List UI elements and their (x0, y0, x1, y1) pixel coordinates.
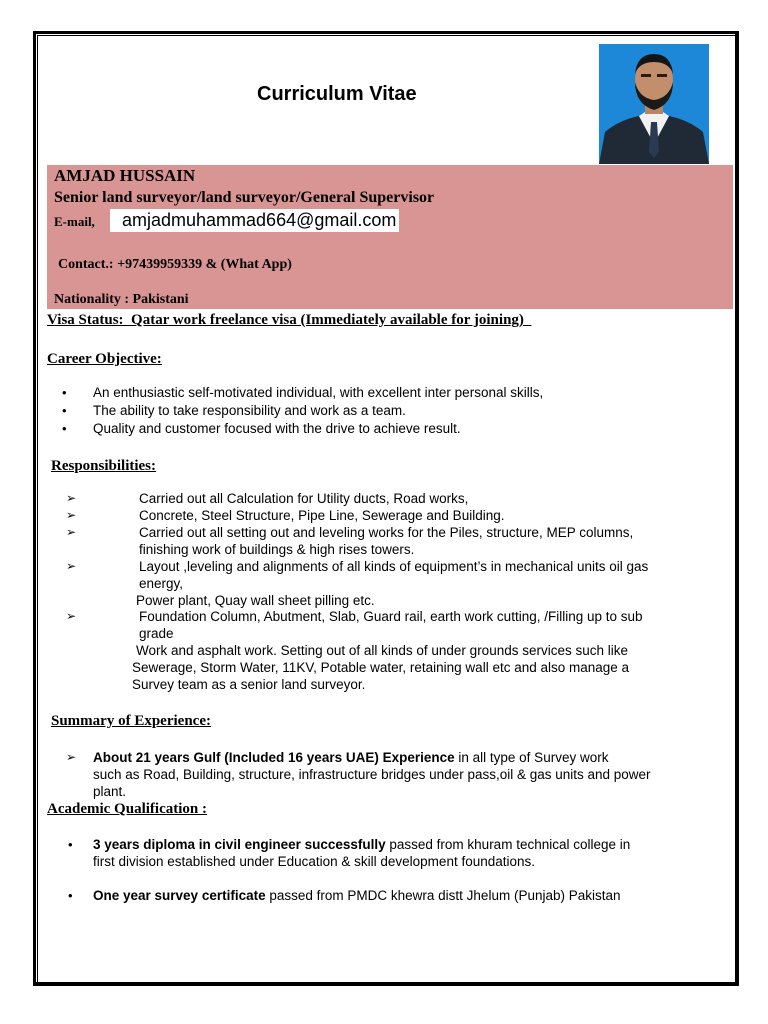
academic-item-rest: passed from PMDC khewra distt Jhelum (Punjab) Pakistan (265, 888, 621, 903)
responsibility-line: finishing work of buildings & high rises towers. (139, 542, 415, 557)
responsibility-line: Power plant, Quay wall sheet pilling etc. (136, 593, 375, 608)
responsibility-line: Carried out all Calculation for Utility ducts, Road works, (139, 491, 469, 506)
candidate-name: AMJAD HUSSAIN (54, 166, 196, 185)
responsibility-line: Concrete, Steel Structure, Pipe Line, Sewerage and Building. (139, 508, 505, 523)
academic-item (93, 887, 621, 904)
summary-line: plant. (93, 784, 127, 799)
responsibility-line: Layout ,leveling and alignments of all kinds of equipment’s in mechanical units oil gas (139, 559, 649, 574)
bullet-icon: • (62, 403, 67, 418)
responsibility-line: Sewerage, Storm Water, 11KV, Potable water, retaining wall etc and also manage a (132, 660, 630, 675)
arrow-bullet-icon: ➢ (66, 559, 77, 573)
career-objective-item: The ability to take responsibility and work as a team. (93, 403, 406, 418)
responsibility-line: Foundation Column, Abutment, Slab, Guard rail, earth work cutting, /Filling up to sub (139, 609, 643, 624)
email-address[interactable]: amjadmuhammad664@gmail.com (110, 209, 399, 232)
bullet-icon: • (68, 888, 73, 903)
summary-heading: Summary of Experience: (51, 713, 211, 729)
summary-line: such as Road, Building, structure, infrastructure bridges under pass,oil & gas units and power (93, 767, 651, 782)
visa-status: Visa Status: Qatar work freelance visa (Immediately available for joining) (47, 312, 532, 328)
summary-item-bold: About 21 years Gulf (Included 16 years UAE) Experience (93, 750, 455, 765)
academic-item-rest: passed from khuram technical college in (385, 837, 631, 852)
arrow-bullet-icon: ➢ (66, 609, 77, 623)
responsibility-line: Work and asphalt work. Setting out of all kinds of under grounds services such like (136, 643, 629, 658)
profile-photo (599, 44, 709, 164)
arrow-bullet-icon: ➢ (66, 525, 77, 539)
arrow-bullet-icon: ➢ (66, 508, 77, 522)
academic-line: first division established under Education & skill development foundations. (93, 854, 536, 869)
nationality: Nationality : Pakistani (54, 292, 189, 307)
arrow-bullet-icon: ➢ (66, 491, 77, 505)
career-objective-item: An enthusiastic self-motivated individual, with excellent inter personal skills, (93, 385, 544, 400)
email-label: E-mail, (54, 214, 95, 229)
responsibility-line: energy, (139, 576, 184, 591)
job-title: Senior land surveyor/land surveyor/General Supervisor (54, 189, 435, 206)
academic-item-bold: 3 years diploma in civil engineer successfully (93, 837, 386, 852)
bullet-icon: • (62, 421, 67, 436)
academic-item-bold: One year survey certificate (93, 888, 266, 903)
career-objective-item: Quality and customer focused with the drive to achieve result. (93, 421, 461, 436)
summary-item (93, 749, 608, 766)
summary-item-rest: in all type of Survey work (454, 750, 609, 765)
career-objective-heading: Career Objective: (47, 351, 162, 367)
responsibility-line: grade (139, 626, 174, 641)
responsibility-line: Carried out all setting out and leveling works for the Piles, structure, MEP columns, (139, 525, 634, 540)
header-band (47, 165, 733, 309)
arrow-bullet-icon: ➢ (66, 750, 77, 764)
responsibilities-heading: Responsibilities: (51, 458, 157, 474)
document-title: Curriculum Vitae (257, 83, 417, 105)
profile-photo-illustration (599, 44, 709, 164)
academic-heading: Academic Qualification : (47, 801, 207, 817)
contact-info: Contact.: +97439959339 & (What App) (58, 257, 292, 272)
bullet-icon: • (62, 385, 67, 400)
academic-item (93, 836, 630, 853)
responsibility-line: Survey team as a senior land surveyor. (132, 677, 366, 692)
bullet-icon: • (68, 837, 73, 852)
